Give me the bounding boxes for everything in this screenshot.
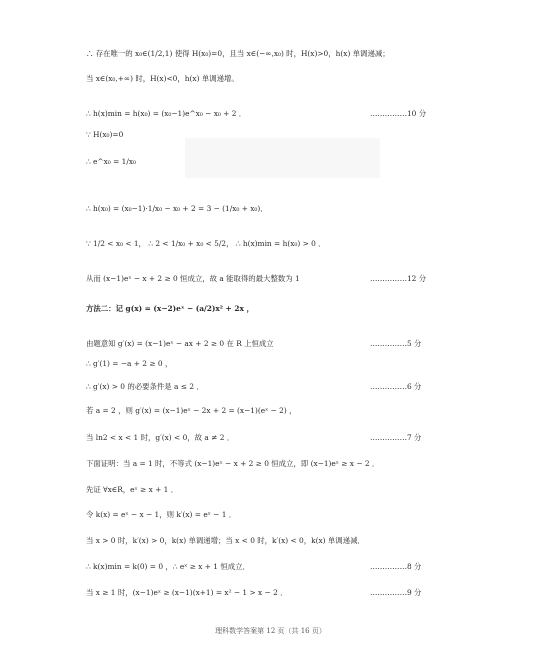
solution-line: ∴ 存在唯一的 x₀∈(1/2,1) 使得 H(x₀)=0，且当 x∈(−∞,x₀) 时，H(x)>0，h(x) 单调递减； bbox=[86, 49, 390, 58]
score-marker: ……………6 分 bbox=[370, 382, 422, 391]
solution-line: 若 a = 2 ，则 g′(x) = (x−1)eˣ − 2x + 2 = (x−1)(eˣ − 2) ， bbox=[86, 406, 297, 415]
solution-line: ∴ k(x)min = k(0) = 0 ，∴ eˣ ≥ x + 1 恒成立． bbox=[86, 562, 250, 571]
solution-line: 当 x > 0 时，k′(x) > 0，k(x) 单调递增；当 x < 0 时，k′(x) < 0，k(x) 单调递减． bbox=[86, 536, 365, 545]
solution-line: 下面证明：当 a = 1 时，不等式 (x−1)eˣ − x + 2 ≥ 0 恒成立，即 (x−1)eˣ ≥ x − 2 ． bbox=[86, 459, 380, 468]
score-marker: ……………8 分 bbox=[370, 562, 422, 571]
solution-line: ∵ H(x₀)=0 bbox=[86, 130, 124, 139]
score-marker: ……………12 分 bbox=[370, 274, 427, 283]
solution-line: ∴ g′(x) > 0 的必要条件是 a ≤ 2 ． bbox=[86, 382, 204, 391]
solution-line: ∴ h(x)min = h(x₀) = (x₀−1)e^x₀ − x₀ + 2 ． bbox=[86, 109, 247, 118]
solution-line: 令 k(x) = eˣ − x − 1，则 k′(x) = eˣ − 1 ． bbox=[86, 510, 237, 519]
score-marker: ……………5 分 bbox=[370, 339, 422, 348]
solution-line: 当 ln2 < x < 1 时，g′(x) < 0，故 a ≠ 2 ． bbox=[86, 433, 235, 442]
solution-line: ∴ h(x₀) = (x₀−1)·1/x₀ − x₀ + 2 = 3 − (1/x₀ + x₀)． bbox=[86, 204, 268, 213]
solution-line: 先证 ∀x∈R，eˣ ≥ x + 1 ． bbox=[86, 485, 179, 494]
solution-line: 当 x ≥ 1 时，(x−1)eˣ ≥ (x−1)(x+1) = x² − 1 > x − 2 ． bbox=[86, 588, 288, 597]
solution-line: ∴ g′(1) = −a + 2 ≥ 0 ， bbox=[86, 359, 173, 368]
score-marker: ……………10 分 bbox=[370, 109, 427, 118]
score-marker: ……………7 分 bbox=[370, 433, 422, 442]
score-marker: ……………9 分 bbox=[370, 588, 422, 597]
solution-line: ∵ 1/2 < x₀ < 1， ∴ 2 < 1/x₀ + x₀ < 5/2， ∴ h(x)min = h(x₀) > 0 ． bbox=[86, 239, 326, 248]
page-footer: 理科数学答案第 12 页（共 16 页） bbox=[215, 627, 326, 635]
faint-stamp bbox=[185, 138, 380, 178]
solution-line: ∴ e^x₀ = 1/x₀ bbox=[86, 157, 136, 166]
solution-line: 由题意知 g′(x) = (x−1)eˣ − ax + 2 ≥ 0 在 R 上恒成立 bbox=[86, 339, 274, 348]
solution-line: 当 x∈(x₀,+∞) 时，H(x)<0，h(x) 单调递增。 bbox=[86, 74, 239, 83]
solution-line: 方法二：记 g(x) = (x−2)eˣ − (a/2)x² + 2x ， bbox=[86, 304, 254, 313]
solution-line: 从而 (x−1)eˣ − x + 2 ≥ 0 恒成立，故 a 能取得的最大整数为 1 bbox=[86, 274, 300, 283]
